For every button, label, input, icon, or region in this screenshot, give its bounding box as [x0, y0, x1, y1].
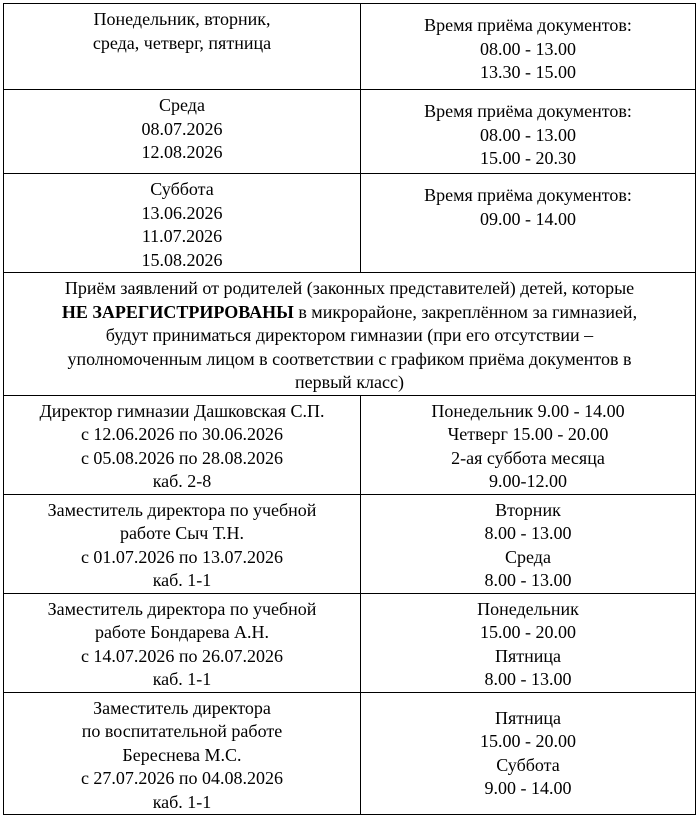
text-line: 2-ая суббота месяца [451, 447, 605, 468]
text-line: 15.08.2026 [141, 249, 223, 270]
text-line: 9.00 - 14.00 [484, 778, 572, 798]
text-line: 09.00 - 14.00 [480, 208, 576, 229]
text-line: Береснева М.С. [122, 744, 242, 765]
notice-bold-text: НЕ ЗАРЕГИСТРИРОВАНЫ [61, 301, 294, 322]
text-line: Понедельник 9.00 - 14.00 [431, 400, 625, 421]
schedule-table [3, 3, 696, 815]
staff-row [4, 395, 696, 494]
text-line: Вторник [495, 499, 561, 520]
text-line: каб. 1-1 [152, 791, 212, 812]
hours-cell [361, 4, 696, 90]
text-line: 9.00-12.00 [489, 471, 567, 491]
text-line: 15.00 - 20.30 [480, 148, 576, 168]
text-line: среда, четверг, пятница [92, 32, 272, 53]
days-cell [4, 174, 361, 273]
staff-cell [4, 692, 361, 815]
text-line: Суббота [150, 179, 214, 199]
schedule-row [4, 174, 696, 273]
staff-cell [4, 494, 361, 593]
text-line: 13.06.2026 [141, 202, 223, 223]
hours-cell [361, 90, 696, 174]
text-line: 8.00 - 13.00 [484, 669, 572, 689]
staff-row [4, 494, 696, 593]
text-line: 08.00 - 13.00 [480, 38, 576, 59]
text-line: с 05.08.2026 по 28.08.2026 [80, 447, 284, 468]
text-line: 8.00 - 13.00 [484, 523, 572, 543]
schedule-row [4, 4, 696, 90]
days-cell [4, 90, 361, 174]
hours-cell [361, 395, 696, 494]
text-line: работе Сыч Т.Н. [119, 523, 245, 543]
notice-cell [4, 273, 696, 396]
hours-cell [361, 593, 696, 692]
text-line: 12.08.2026 [141, 142, 223, 162]
staff-cell [4, 395, 361, 494]
text-line: 15.00 - 20.00 [480, 622, 576, 642]
notice-line [4, 301, 695, 325]
text-line: Пятница [494, 707, 562, 728]
days-cell [4, 4, 361, 90]
notice-line: Приём заявлений от родителей (законных представителей) детей, которые [64, 278, 635, 298]
text-line: Время приёма документов: [424, 15, 632, 35]
text-line: по воспитательной работе [81, 721, 283, 741]
text-line: каб. 1-1 [152, 570, 212, 590]
text-line: Пятница [494, 645, 562, 666]
text-line: с 27.07.2026 по 04.08.2026 [80, 768, 284, 788]
text-line: Среда [159, 95, 205, 115]
staff-cell [4, 593, 361, 692]
text-line: Заместитель директора [93, 697, 271, 718]
text-line: Время приёма документов: [424, 185, 632, 205]
text-line: 11.07.2026 [141, 226, 223, 246]
text-line: 13.30 - 15.00 [480, 62, 576, 82]
text-line: с 01.07.2026 по 13.07.2026 [80, 546, 284, 567]
notice-line: уполномоченным лицом в соответствии с графиком приёма документов в [67, 348, 632, 369]
text-line: с 12.06.2026 по 30.06.2026 [80, 424, 284, 444]
text-line: Среда [505, 546, 551, 567]
notice-line-rest: в микрорайоне, закреплённом за гимназией, [293, 301, 638, 322]
staff-row [4, 692, 696, 815]
hours-cell [361, 692, 696, 815]
text-line: Понедельник, вторник, [93, 9, 271, 29]
notice-row [4, 273, 696, 396]
text-line: Заместитель директора по учебной [47, 598, 317, 619]
text-line: каб. 2-8 [152, 471, 212, 491]
text-line: Четверг 15.00 - 20.00 [447, 424, 609, 444]
text-line: 15.00 - 20.00 [480, 731, 576, 751]
text-line: Директор гимназии Дашковская С.П. [39, 400, 325, 421]
text-line: 08.00 - 13.00 [480, 124, 576, 145]
text-line: 8.00 - 13.00 [484, 570, 572, 590]
text-line: Заместитель директора по учебной [47, 499, 317, 520]
text-line: Время приёма документов: [424, 101, 632, 121]
hours-cell [361, 494, 696, 593]
staff-row [4, 593, 696, 692]
text-line: Понедельник [477, 598, 579, 619]
text-line: с 14.07.2026 по 26.07.2026 [80, 645, 284, 666]
notice-line: первый класс) [294, 372, 405, 392]
notice-line: будут приниматься директором гимназии (при его отсутствии – [105, 325, 594, 345]
hours-cell [361, 174, 696, 273]
schedule-row [4, 90, 696, 174]
text-line: работе Бондарева А.Н. [94, 622, 270, 642]
text-line: Суббота [496, 754, 560, 775]
text-line: 08.07.2026 [141, 118, 223, 139]
text-line: каб. 1-1 [152, 669, 212, 689]
